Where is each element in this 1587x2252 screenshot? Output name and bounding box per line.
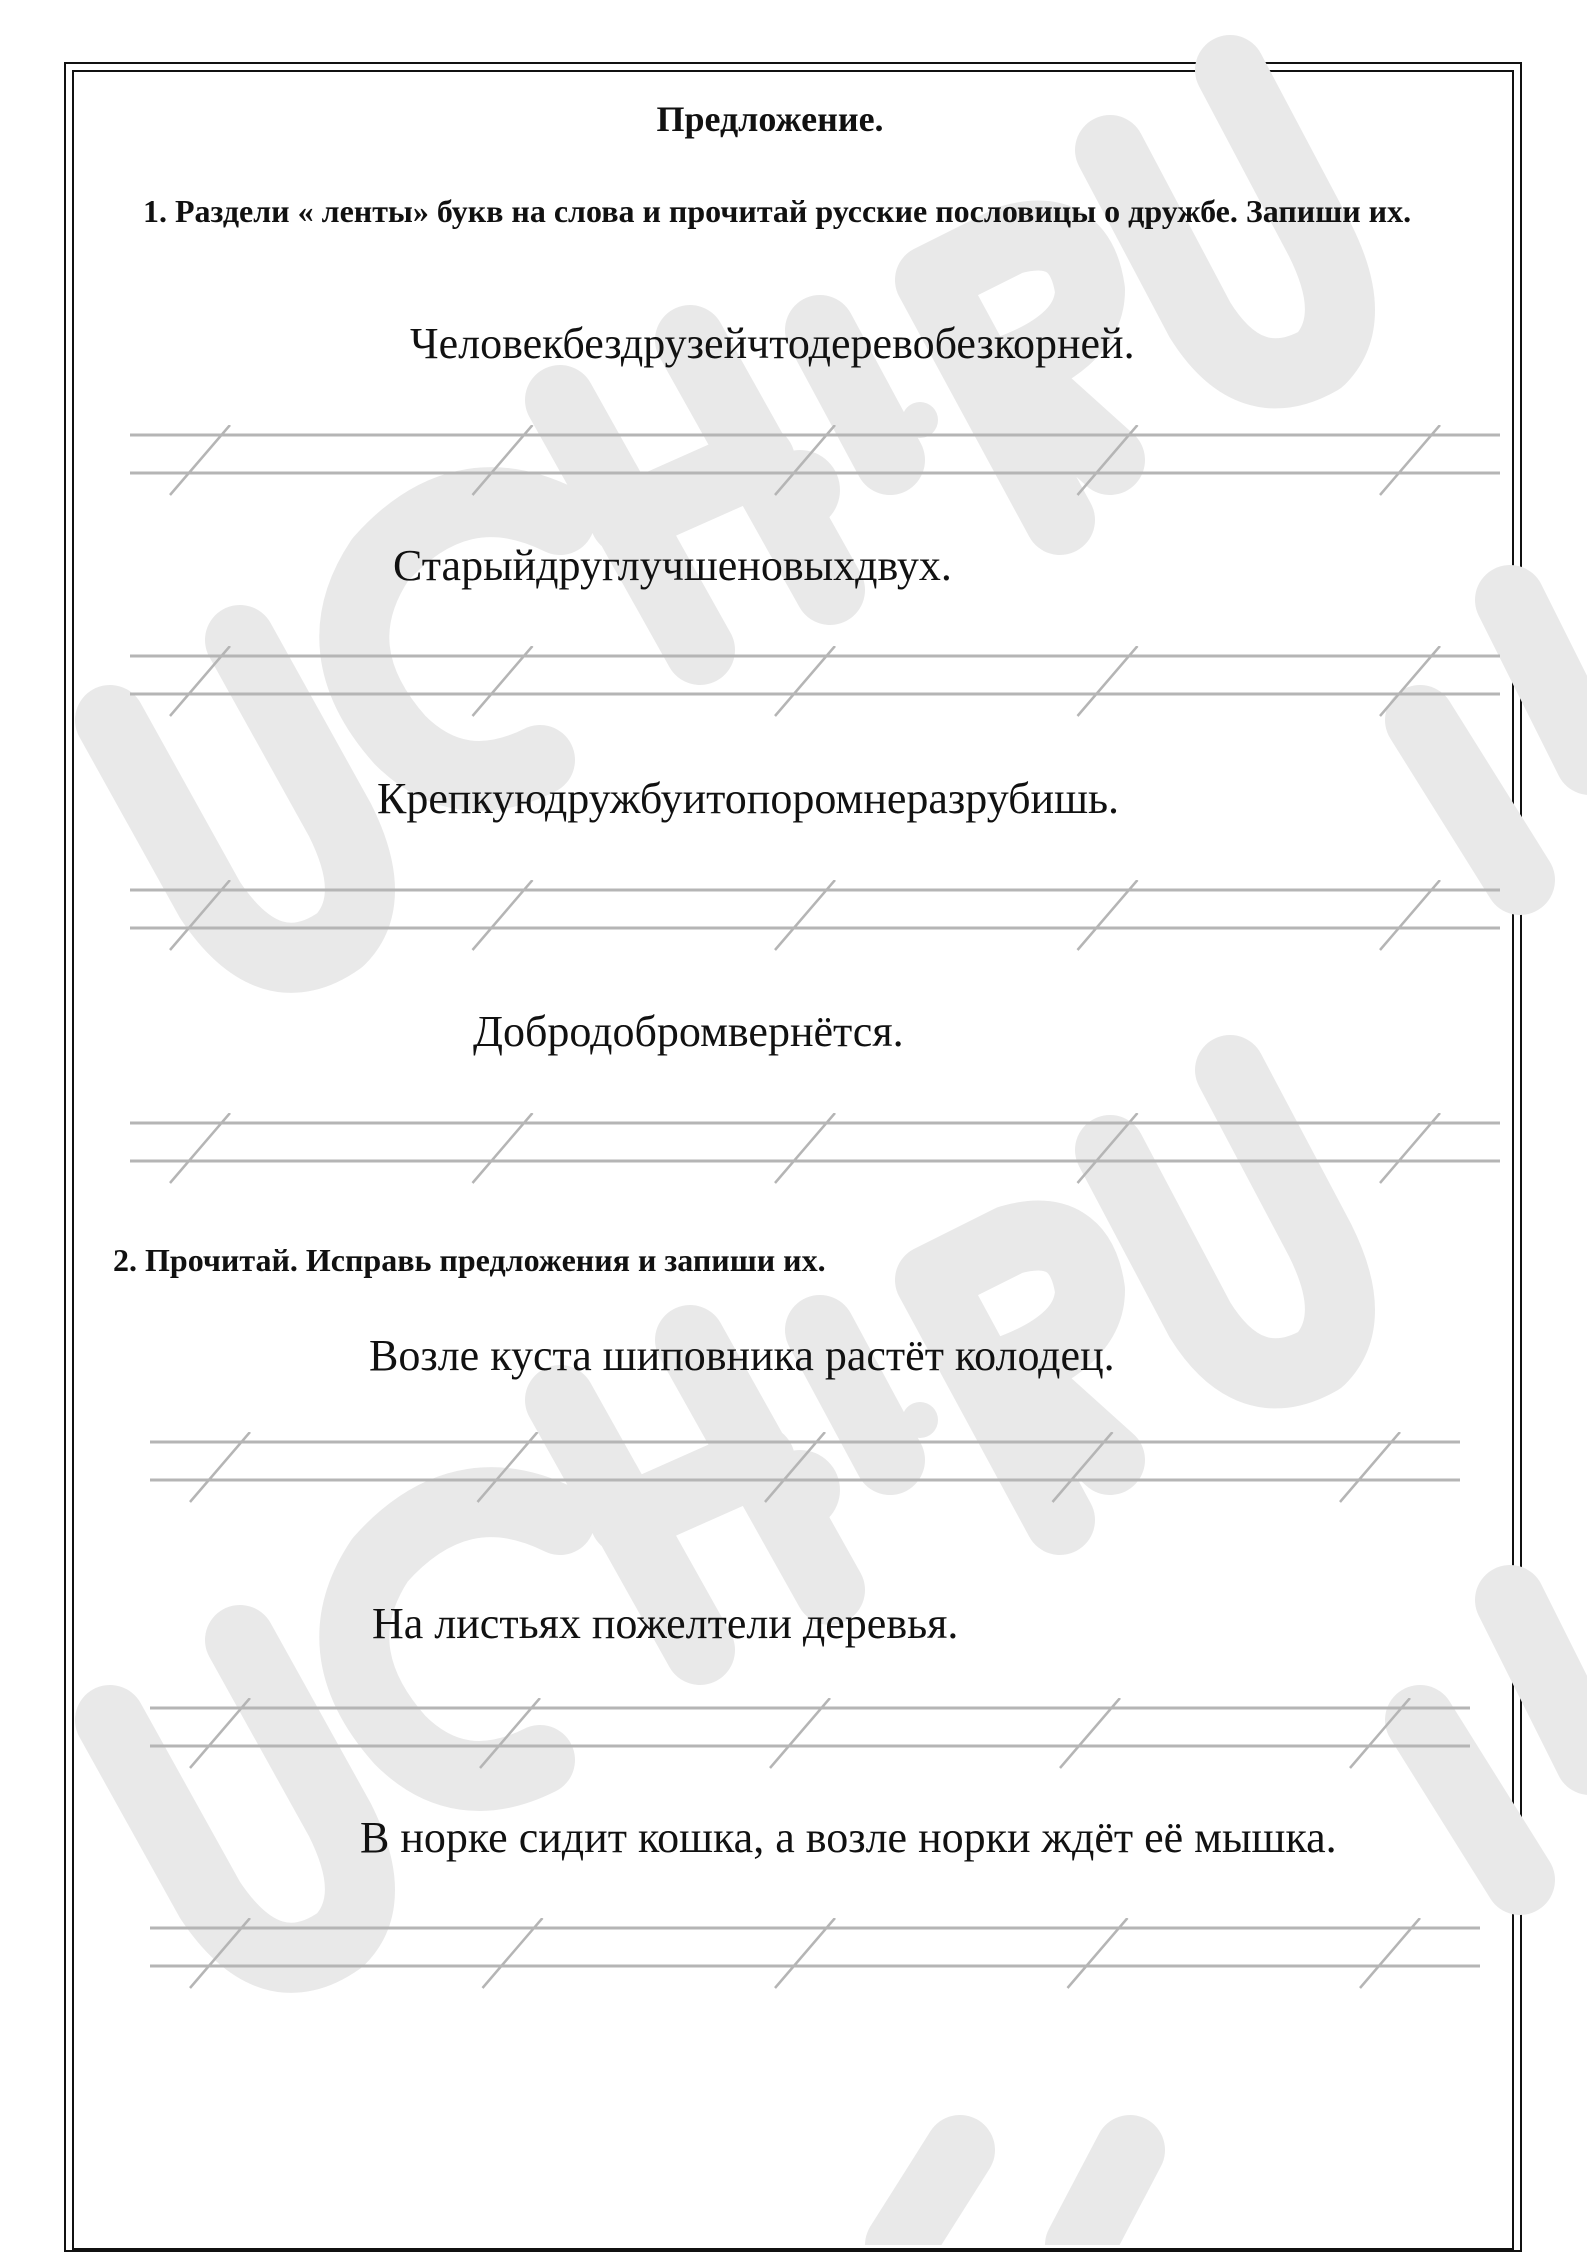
writing-lines (150, 1432, 1460, 1512)
proverb-4: Добродобромвернётся. (473, 1007, 904, 1056)
writing-lines (130, 425, 1500, 505)
writing-lines (150, 1918, 1480, 1998)
task-2-instruction: 2. Прочитай. Исправь предложения и запиши их. (113, 1242, 826, 1278)
writing-lines (130, 1113, 1500, 1193)
page-title: Предложение. (656, 99, 884, 139)
writing-lines (130, 646, 1500, 726)
task-1-instruction: 1. Раздели « ленты» букв на слова и прочитай русские пословицы о дружбе. Запиши их. (143, 193, 1412, 229)
proverb-1: Человекбездрузейчтодеревобезкорней. (410, 319, 1135, 368)
sentence-1: Возле куста шиповника растёт колодец. (369, 1331, 1115, 1380)
sentence-2: На листьях пожелтели деревья. (372, 1599, 959, 1648)
writing-lines (150, 1698, 1470, 1778)
proverb-3: Крепкуюдружбуитопоромнеразрубишь. (377, 774, 1120, 823)
writing-lines (130, 880, 1500, 960)
sentence-3: В норке сидит кошка, а возле норки ждёт её мышка. (360, 1813, 1337, 1862)
proverb-2: Старыйдруглучшеновыхдвух. (393, 541, 952, 590)
